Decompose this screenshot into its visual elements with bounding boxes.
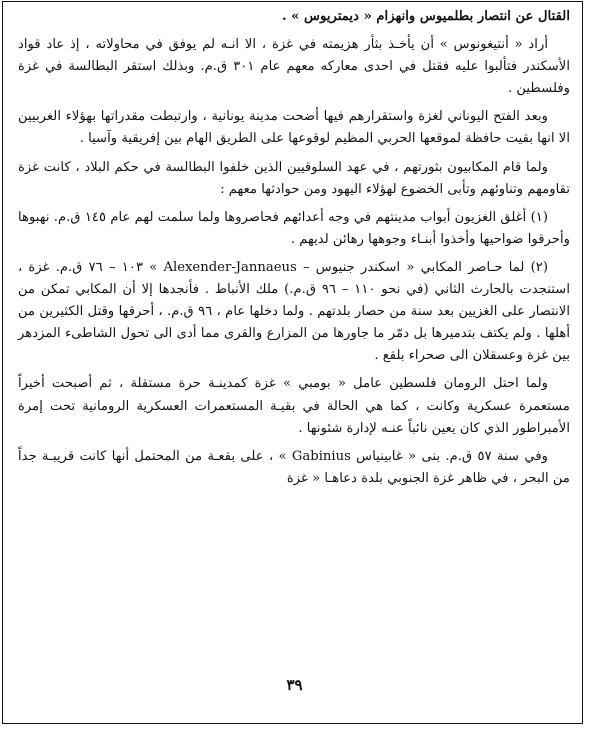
section-heading: القتال عن انتصار بطلميوس وانهزام « ديمتريوس » . (281, 9, 570, 24)
page-number: ٣٩ (286, 676, 303, 694)
paragraph-item-2: (٢) لما حـاصر المكابي « اسكندر جنيوس – Alexender-Jannaeus » ١٠٣ – ٧٦ ق.م. غزة ، استنجدت بالحارث الثاني (في نحو ١١٠ – ٩٦ ق.م.) ملك الأنباط . فأنجدها إلا أن المكابي تمكن من الانتصار على الغزيين بعد سنة من حصار بلدتهم . ولما دخلها عام ، ٩٦ ق.م. ، أحرقها وقتل الكثيرين من أهلها . ولم يكتف بتدميرها بل دمّر ما جاورها من المزارع والقرى مما أدى الى تحول الشاطىء المزدهر بين غزة وعسقلان الى صحراء بلقع . (18, 259, 570, 364)
paragraph-antigonus: أراد « أنتيغونوس » أن يأخـذ بثأر هزيمته في غزة ، الا انـه لم يوفق في محاولاته ، إذ عاد قواد الأسكندر فتألبوا عليه فقتل في احدى معاركه معهم عام ٣٠١ ق.م. وبذلك استقر البطالسة في غزة وفلسطين . (18, 37, 570, 97)
paragraph-romans: ولما احتل الرومان فلسطين عامل « بومبي » غزة كمدينـة حرة مستقلة ، ثم أصبحت أخيراً مستعمرة عسكرية وكانت ، كما هي الحالة في بقيـة المستعمرات العسكرية الرومانية تحت إمرة الأمبراطور الذي كان يعين نائباً عنـه لإدارة شئونها . (18, 376, 570, 436)
page-text-body (18, 6, 570, 496)
paragraph-item-1: (١) أغلق الغزيون أبواب مدينتهم في وجه أعدائهم فحاصروها ولما سلمت لهم عام ١٤٥ ق.م. نهبوها وأحرقوا ضواحيها وأخذوا أبنـاء وجوهها رهائن لديهم . (18, 209, 570, 247)
paragraph-maccabees: ولما قام المكابيون بثورتهم ، في عهد السلوقيين الذين خلفوا البطالسة في حكم البلاد ، كانت غزة تقاومهم وتناوئهم وتأبى الخضوع لهؤلاء اليهود ومن حوادثها معهم : (18, 159, 570, 197)
paragraph-gabinius: وفي سنة ٥٧ ق.م. بنى « غابينياس Gabinius » ، على بقعـة من المحتمل أنها كانت قريبـة جداً من البحر ، في ظاهر غزة الجنوبي بلدة دعاهـا « غزة (18, 448, 570, 486)
paragraph-greek-conquest: وبعد الفتح اليوناني لغزة واستقرارهم فيها أضحت مدينة يونانية ، وارتبطت مقدراتها بهؤلاء الغربيين الا انها بقيت حافظة لموقعها الحربي المظيم لوقوعها على الطريق الهام بين إفريقية وآسيا . (18, 109, 570, 147)
